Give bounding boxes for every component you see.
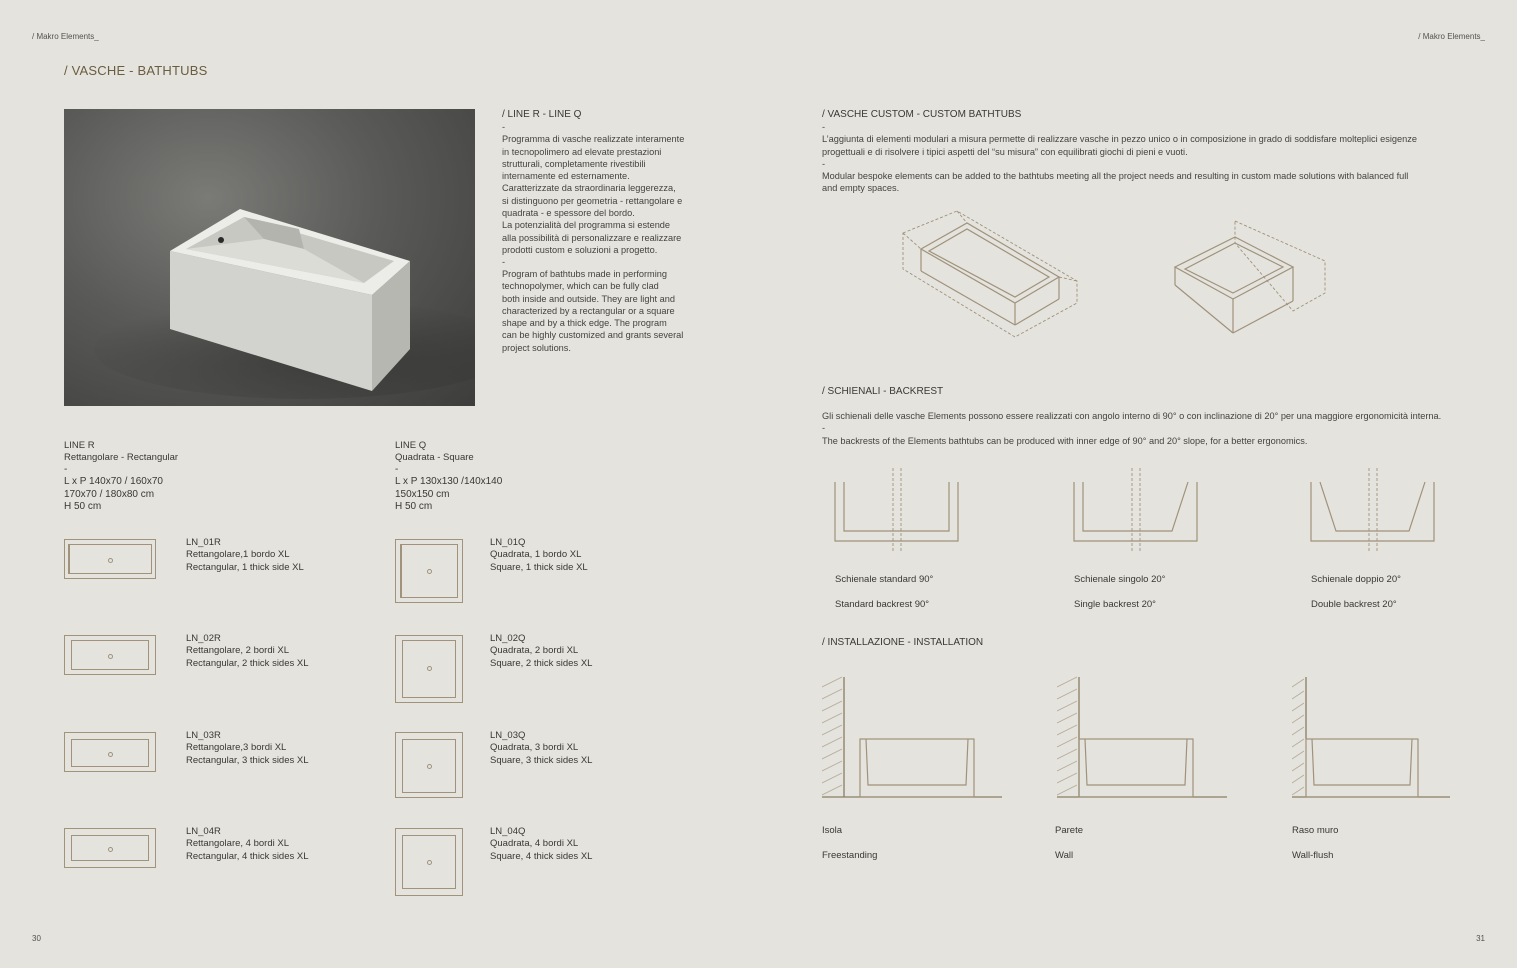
item-english: Square, 3 thick sides XL bbox=[490, 754, 593, 766]
item-italian: Quadrata, 2 bordi XL bbox=[490, 645, 579, 657]
installation-caption-freestanding bbox=[822, 813, 877, 875]
item-italian: Rettangolare,3 bordi XL bbox=[186, 742, 287, 754]
list-item-ln04r bbox=[186, 826, 309, 863]
item-english: Rectangular, 2 thick sides XL bbox=[186, 657, 309, 669]
page-number-right: 31 bbox=[1476, 934, 1485, 943]
page-title: / VASCHE - BATHTUBS bbox=[64, 63, 208, 78]
custom-heading: / VASCHE CUSTOM - CUSTOM BATHTUBS bbox=[822, 109, 1022, 120]
wall-flush-installation-drawing bbox=[1292, 675, 1457, 805]
item-italian: Quadrata, 3 bordi XL bbox=[490, 742, 579, 754]
list-item-ln01q bbox=[490, 537, 588, 574]
backrest-english-text: The backrests of the Elements bathtubs can be produced with inner edge of 90° and 20° slope, for a better ergonomics. bbox=[822, 436, 1308, 446]
list-item-ln03q bbox=[490, 730, 592, 767]
item-code: LN_02Q bbox=[490, 633, 526, 644]
caption-italian: Schienale standard 90° bbox=[835, 574, 934, 586]
caption-italian: Isola bbox=[822, 825, 843, 837]
item-code: LN_04R bbox=[186, 826, 221, 837]
wall-installation-drawing bbox=[1057, 675, 1242, 805]
freestanding-installation-drawing bbox=[822, 675, 1007, 805]
custom-italian-text: - L’aggiunta di elementi modulari a misura permette di realizzare vasche in pezzo unico o in composizione in grado di soddisfare molteplici esigenze progettuali e di risolvere i tipici aspetti del “su misura” con equilibrati giochi di pieni e vuoti. - bbox=[822, 122, 1417, 169]
item-english: Square, 2 thick sides XL bbox=[490, 657, 593, 669]
backrest-heading: / SCHIENALI - BACKREST bbox=[822, 386, 944, 397]
caption-italian: Schienale singolo 20° bbox=[1074, 574, 1166, 586]
bathtub-render bbox=[64, 109, 475, 406]
installation-caption-wall-flush bbox=[1292, 813, 1338, 875]
ln03r-plan-drawing bbox=[64, 732, 156, 772]
item-code: LN_03R bbox=[186, 730, 221, 741]
ln04q-plan-drawing bbox=[395, 828, 463, 896]
line-rq-heading: / LINE R - LINE Q bbox=[502, 109, 582, 120]
backrest-caption-single bbox=[1074, 562, 1165, 624]
line-r-specs: - L x P 140x70 / 160x70 170x70 / 180x80 cm H 50 cm bbox=[64, 464, 163, 513]
line-r-name: LINE R bbox=[64, 440, 95, 451]
item-code: LN_01Q bbox=[490, 537, 526, 548]
item-code: LN_04Q bbox=[490, 826, 526, 837]
caption-italian: Schienale doppio 20° bbox=[1311, 574, 1401, 586]
caption-italian: Parete bbox=[1055, 825, 1083, 837]
caption-italian: Raso muro bbox=[1292, 825, 1339, 837]
line-q-name: LINE Q bbox=[395, 440, 427, 451]
line-rq-italian-text: - Programma di vasche realizzate interamente in tecnopolimero ad elevate prestazioni strutturali, completamente rivestibili internamente ed esternamente. Caratterizzate da straordinaria leggerezza, si distinguono per geometria - rettangolare e quadrata - e spessore del bordo. La potenzialità del programma si estende alla possibilità di personalizzare e realizzare prodotti custom e soluzioni a progetto. - bbox=[502, 122, 685, 268]
ln02q-plan-drawing bbox=[395, 635, 463, 703]
item-english: Rectangular, 4 thick sides XL bbox=[186, 850, 309, 862]
item-italian: Rettangolare,1 bordo XL bbox=[186, 549, 290, 561]
caption-english: Wall bbox=[1055, 850, 1074, 862]
bathtub-photo bbox=[64, 109, 475, 406]
custom-bathtub-drawing-1 bbox=[895, 205, 1085, 345]
ln04r-plan-drawing bbox=[64, 828, 156, 868]
list-item-ln03r bbox=[186, 730, 309, 767]
backrest-caption-standard bbox=[835, 562, 933, 624]
double-backrest-section bbox=[1306, 466, 1441, 556]
custom-english-text: Modular bespoke elements can be added to the bathtubs meeting all the project needs and resulting in custom made solutions with balanced full and empty spaces. bbox=[822, 171, 1409, 194]
ln02r-plan-drawing bbox=[64, 635, 156, 675]
item-italian: Rettangolare, 2 bordi XL bbox=[186, 645, 289, 657]
list-item-ln02r bbox=[186, 633, 309, 670]
backrest-caption-double bbox=[1311, 562, 1401, 624]
item-code: LN_01R bbox=[186, 537, 221, 548]
ln03q-plan-drawing bbox=[395, 732, 463, 798]
line-rq-english-text: Program of bathtubs made in performing technopolymer, which can be fully clad both inside and outside. They are light and characterized by a rectangular or a square shape and by a thick edge. The program can be highly customized and grants several project solutions. bbox=[502, 269, 684, 353]
line-q-specs: - L x P 130x130 /140x140 150x150 cm H 50 cm bbox=[395, 464, 503, 513]
page-number-left: 30 bbox=[32, 934, 41, 943]
custom-bathtub-drawing-2 bbox=[1165, 215, 1335, 340]
item-italian: Rettangolare, 4 bordi XL bbox=[186, 838, 289, 850]
item-italian: Quadrata, 4 bordi XL bbox=[490, 838, 579, 850]
item-italian: Quadrata, 1 bordo XL bbox=[490, 549, 582, 561]
caption-english: Double backrest 20° bbox=[1311, 599, 1397, 611]
backrest-italian-text: Gli schienali delle vasche Elements possono essere realizzati con angolo interno di 90° o con inclinazione di 20° per una maggiore ergonomicità interna. - bbox=[822, 411, 1442, 434]
item-code: LN_02R bbox=[186, 633, 221, 644]
running-head-right: / Makro Elements_ bbox=[1418, 32, 1485, 41]
standard-backrest-section bbox=[830, 466, 965, 556]
caption-english: Single backrest 20° bbox=[1074, 599, 1156, 611]
caption-english: Wall-flush bbox=[1292, 850, 1334, 862]
item-english: Rectangular, 1 thick side XL bbox=[186, 561, 304, 573]
line-q-subtitle: Quadrata - Square bbox=[395, 452, 474, 463]
ln01q-plan-drawing bbox=[395, 539, 463, 603]
list-item-ln02q bbox=[490, 633, 592, 670]
item-english: Square, 1 thick side XL bbox=[490, 561, 588, 573]
item-english: Rectangular, 3 thick sides XL bbox=[186, 754, 309, 766]
installation-heading: / INSTALLAZIONE - INSTALLATION bbox=[822, 637, 984, 648]
running-head-left: / Makro Elements_ bbox=[32, 32, 99, 41]
item-code: LN_03Q bbox=[490, 730, 526, 741]
ln01r-plan-drawing bbox=[64, 539, 156, 579]
installation-caption-wall bbox=[1055, 813, 1083, 875]
caption-english: Freestanding bbox=[822, 850, 878, 862]
single-backrest-section bbox=[1069, 466, 1204, 556]
caption-english: Standard backrest 90° bbox=[835, 599, 930, 611]
list-item-ln01r bbox=[186, 537, 304, 574]
line-r-subtitle: Rettangolare - Rectangular bbox=[64, 452, 179, 463]
list-item-ln04q bbox=[490, 826, 592, 863]
item-english: Square, 4 thick sides XL bbox=[490, 850, 593, 862]
